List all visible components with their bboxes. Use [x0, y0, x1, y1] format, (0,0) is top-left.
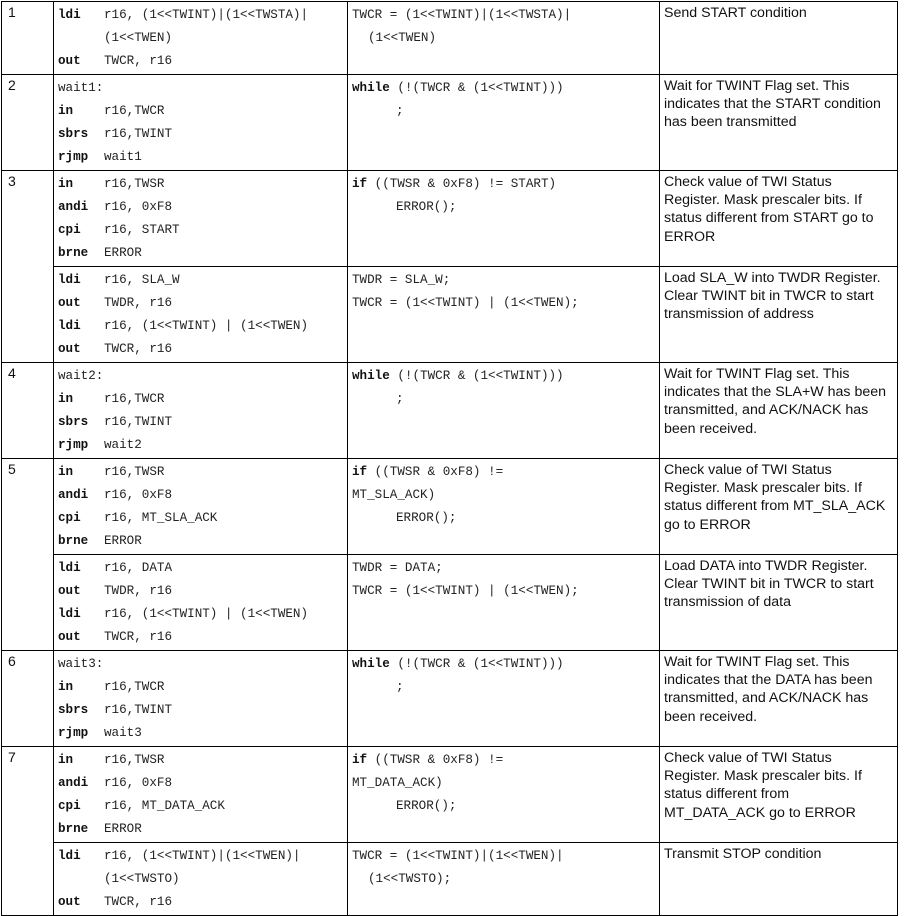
- asm-operands: r16, MT_SLA_ACK: [104, 511, 218, 525]
- c-code-cell: [348, 171, 660, 267]
- asm-mnemonic: sbrs: [58, 703, 89, 717]
- description-line: transmission of address: [664, 306, 814, 323]
- c-line: [352, 581, 659, 604]
- asm-operands: r16, (1<<TWINT)|(1<<TWEN)|: [104, 849, 301, 863]
- c-keyword: if: [352, 753, 368, 767]
- description-line: Send START condition: [664, 5, 807, 21]
- description-line: Wait for TWINT Flag set. This: [664, 366, 850, 382]
- c-text: (!(TWCR & (1<<TWINT))): [389, 81, 564, 95]
- asm-operands: r16, START: [104, 223, 180, 237]
- asm-line: [58, 869, 347, 892]
- asm-label: wait2:: [58, 369, 104, 383]
- c-line: [352, 5, 659, 28]
- asm-line: [58, 750, 347, 773]
- description-line: Load SLA_W into TWDR Register.: [664, 270, 881, 286]
- asm-mnemonic: in: [58, 104, 74, 118]
- asm-operands: wait3: [104, 726, 142, 740]
- asm-operands: r16, (1<<TWINT) | (1<<TWEN): [104, 607, 309, 621]
- c-text: ;: [396, 104, 404, 118]
- step-number-cell: [2, 2, 54, 75]
- table-row: [2, 555, 898, 651]
- asm-operands: r16,TWINT: [104, 415, 173, 429]
- assembly-code-cell: [54, 459, 348, 555]
- description-line: go to ERROR: [664, 516, 751, 533]
- step-number-cell: [2, 459, 54, 555]
- table-body: [2, 2, 898, 916]
- asm-operands: TWCR, r16: [104, 630, 173, 644]
- asm-mnemonic: brne: [58, 822, 89, 836]
- description-line: Register. Mask prescaler bits. If: [664, 192, 862, 209]
- assembly-code-cell: [54, 651, 348, 747]
- description-cell: [660, 267, 898, 363]
- asm-line: [58, 197, 347, 220]
- c-text: TWCR = (1<<TWINT) | (1<<TWEN);: [352, 584, 579, 598]
- description-line: indicates that the START condition: [664, 96, 881, 113]
- asm-mnemonic: in: [58, 465, 74, 479]
- description-line: status different from: [664, 786, 790, 803]
- description-cell: [660, 459, 898, 555]
- asm-mnemonic: out: [58, 895, 81, 909]
- asm-mnemonic: cpi: [58, 799, 81, 813]
- asm-operands: TWDR, r16: [104, 296, 173, 310]
- asm-mnemonic: rjmp: [58, 150, 89, 164]
- asm-mnemonic: in: [58, 680, 74, 694]
- c-text: (!(TWCR & (1<<TWINT))): [389, 369, 564, 383]
- asm-line: [58, 339, 347, 362]
- c-text: ((TWSR & 0xF8) !=: [367, 753, 504, 767]
- description-line: Check value of TWI Status: [664, 750, 832, 766]
- description-line: Wait for TWINT Flag set. This: [664, 654, 850, 670]
- asm-operands: (1<<TWEN): [104, 31, 173, 45]
- asm-line: [58, 435, 347, 458]
- c-line: [352, 677, 659, 700]
- asm-line: [58, 654, 347, 677]
- description-line: Check value of TWI Status: [664, 462, 832, 478]
- asm-operands: ERROR: [104, 246, 142, 260]
- description-cell: [660, 747, 898, 843]
- asm-line: [58, 819, 347, 842]
- asm-line: [58, 28, 347, 51]
- c-line: [352, 558, 659, 581]
- asm-line: [58, 174, 347, 197]
- c-line: [352, 28, 659, 51]
- asm-mnemonic: ldi: [58, 607, 81, 621]
- c-line: [352, 174, 659, 197]
- asm-line: [58, 147, 347, 170]
- asm-mnemonic: andi: [58, 488, 89, 502]
- description-line: Wait for TWINT Flag set. This: [664, 78, 850, 94]
- asm-line: [58, 5, 347, 28]
- description-line: Load DATA into TWDR Register.: [664, 558, 868, 574]
- step-number-cell: [2, 171, 54, 267]
- c-code-cell: [348, 363, 660, 459]
- table-row: [2, 75, 898, 171]
- c-text: TWCR = (1<<TWINT) | (1<<TWEN);: [352, 296, 579, 310]
- asm-operands: r16, (1<<TWINT) | (1<<TWEN): [104, 319, 309, 333]
- step-number-cell: [2, 651, 54, 747]
- table-row: [2, 363, 898, 459]
- asm-line: [58, 293, 347, 316]
- c-text: ERROR();: [396, 799, 457, 813]
- c-code-cell: [348, 843, 660, 916]
- description-cell: [660, 75, 898, 171]
- table-row: [2, 171, 898, 267]
- description-line: indicates that the SLA+W has been: [664, 384, 887, 401]
- description-cell: [660, 363, 898, 459]
- asm-mnemonic: rjmp: [58, 438, 89, 452]
- asm-line: [58, 700, 347, 723]
- asm-mnemonic: ldi: [58, 849, 81, 863]
- table-row: [2, 651, 898, 747]
- asm-operands: r16, MT_DATA_ACK: [104, 799, 225, 813]
- asm-mnemonic: in: [58, 753, 74, 767]
- description-cell: [660, 2, 898, 75]
- step-number: 2: [8, 77, 16, 93]
- c-text: (1<<TWEN): [368, 31, 437, 45]
- description-line: Register. Mask prescaler bits. If: [664, 480, 862, 497]
- asm-mnemonic: sbrs: [58, 127, 89, 141]
- asm-mnemonic: out: [58, 584, 81, 598]
- asm-operands: ERROR: [104, 534, 142, 548]
- c-line: [352, 750, 659, 773]
- asm-mnemonic: ldi: [58, 561, 81, 575]
- c-code-cell: [348, 75, 660, 171]
- c-line: [352, 508, 659, 531]
- asm-mnemonic: brne: [58, 534, 89, 548]
- description-line: been received.: [664, 708, 758, 725]
- asm-mnemonic: in: [58, 177, 74, 191]
- asm-operands: ERROR: [104, 822, 142, 836]
- asm-line: [58, 101, 347, 124]
- c-keyword: if: [352, 177, 368, 191]
- asm-line: [58, 462, 347, 485]
- asm-operands: TWCR, r16: [104, 895, 173, 909]
- asm-operands: r16,TWINT: [104, 703, 173, 717]
- step-number-cell: [2, 747, 54, 843]
- asm-line: [58, 604, 347, 627]
- asm-line: [58, 220, 347, 243]
- asm-line: [58, 270, 347, 293]
- asm-label: wait3:: [58, 657, 104, 671]
- description-cell: [660, 651, 898, 747]
- c-line: [352, 796, 659, 819]
- c-line: [352, 366, 659, 389]
- c-text: ((TWSR & 0xF8) != START): [367, 177, 557, 191]
- asm-mnemonic: out: [58, 54, 81, 68]
- asm-line: [58, 366, 347, 389]
- description-line: been received.: [664, 420, 758, 437]
- c-text: ;: [396, 392, 404, 406]
- asm-line: [58, 508, 347, 531]
- asm-line: [58, 243, 347, 266]
- c-code-cell: [348, 267, 660, 363]
- description-cell: [660, 171, 898, 267]
- asm-operands: r16, (1<<TWINT)|(1<<TWSTA)|: [104, 8, 309, 22]
- asm-line: [58, 892, 347, 915]
- c-line: [352, 773, 659, 796]
- c-text: TWDR = SLA_W;: [352, 273, 451, 287]
- description-line: transmitted, and ACK/NACK has: [664, 402, 869, 419]
- asm-operands: r16, 0xF8: [104, 488, 173, 502]
- c-keyword: if: [352, 465, 368, 479]
- assembly-code-cell: [54, 2, 348, 75]
- assembly-code-cell: [54, 747, 348, 843]
- c-text: TWCR = (1<<TWINT)|(1<<TWEN)|: [352, 849, 564, 863]
- asm-operands: r16, 0xF8: [104, 200, 173, 214]
- description-line: indicates that the DATA has been: [664, 672, 873, 689]
- asm-operands: r16,TWSR: [104, 753, 165, 767]
- asm-operands: r16,TWSR: [104, 177, 165, 191]
- asm-operands: r16,TWCR: [104, 680, 165, 694]
- c-code-cell: [348, 555, 660, 651]
- c-keyword: while: [352, 369, 390, 383]
- c-code-cell: [348, 459, 660, 555]
- step-number: 4: [8, 365, 16, 381]
- asm-mnemonic: in: [58, 392, 74, 406]
- asm-operands: TWCR, r16: [104, 54, 173, 68]
- step-number: 7: [8, 749, 16, 765]
- c-line: [352, 654, 659, 677]
- asm-mnemonic: ldi: [58, 319, 81, 333]
- c-line: [352, 485, 659, 508]
- description-cell: [660, 843, 898, 916]
- asm-label: wait1:: [58, 81, 104, 95]
- step-number-cell: [2, 267, 54, 363]
- c-code-cell: [348, 2, 660, 75]
- asm-line: [58, 51, 347, 74]
- asm-operands: r16, 0xF8: [104, 776, 173, 790]
- c-keyword: while: [352, 657, 390, 671]
- asm-operands: wait2: [104, 438, 142, 452]
- c-text: MT_SLA_ACK): [352, 488, 436, 502]
- table-row: [2, 267, 898, 363]
- description-line: status different from MT_SLA_ACK: [664, 498, 886, 515]
- asm-operands: r16,TWCR: [104, 392, 165, 406]
- asm-mnemonic: ldi: [58, 273, 81, 287]
- asm-operands: wait1: [104, 150, 142, 164]
- asm-operands: r16, SLA_W: [104, 273, 180, 287]
- assembly-code-cell: [54, 363, 348, 459]
- assembly-code-cell: [54, 555, 348, 651]
- c-text: ;: [396, 680, 404, 694]
- asm-mnemonic: cpi: [58, 511, 81, 525]
- c-text: ERROR();: [396, 511, 457, 525]
- asm-mnemonic: ldi: [58, 8, 81, 22]
- description-line: Register. Mask prescaler bits. If: [664, 768, 862, 785]
- asm-operands: TWDR, r16: [104, 584, 173, 598]
- c-text: (1<<TWSTO);: [368, 872, 452, 886]
- c-code-cell: [348, 651, 660, 747]
- description-line: MT_DATA_ACK go to ERROR: [664, 804, 856, 821]
- description-line: has been transmitted: [664, 114, 797, 131]
- asm-line: [58, 581, 347, 604]
- asm-operands: r16,TWCR: [104, 104, 165, 118]
- asm-operands: r16,TWINT: [104, 127, 173, 141]
- asm-line: [58, 773, 347, 796]
- table-row: [2, 843, 898, 916]
- c-line: [352, 389, 659, 412]
- step-number-cell: [2, 555, 54, 651]
- asm-line: [58, 124, 347, 147]
- asm-line: [58, 677, 347, 700]
- asm-mnemonic: andi: [58, 776, 89, 790]
- assembly-code-cell: [54, 267, 348, 363]
- asm-line: [58, 412, 347, 435]
- asm-mnemonic: sbrs: [58, 415, 89, 429]
- assembly-code-cell: [54, 171, 348, 267]
- c-line: [352, 78, 659, 101]
- assembly-code-cell: [54, 75, 348, 171]
- c-line: [352, 293, 659, 316]
- c-line: [352, 101, 659, 124]
- asm-operands: (1<<TWSTO): [104, 872, 180, 886]
- asm-mnemonic: out: [58, 296, 81, 310]
- description-line: status different from START go to: [664, 210, 874, 227]
- asm-line: [58, 316, 347, 339]
- asm-mnemonic: andi: [58, 200, 89, 214]
- step-number: 3: [8, 173, 16, 189]
- step-number-cell: [2, 843, 54, 916]
- asm-line: [58, 78, 347, 101]
- c-text: TWCR = (1<<TWINT)|(1<<TWSTA)|: [352, 8, 572, 22]
- twi-code-table: [1, 1, 898, 916]
- c-text: (!(TWCR & (1<<TWINT))): [389, 657, 564, 671]
- step-number: 5: [8, 461, 16, 477]
- step-number-cell: [2, 363, 54, 459]
- c-text: MT_DATA_ACK): [352, 776, 443, 790]
- asm-mnemonic: rjmp: [58, 726, 89, 740]
- description-cell: [660, 555, 898, 651]
- c-text: TWDR = DATA;: [352, 561, 443, 575]
- asm-mnemonic: cpi: [58, 223, 81, 237]
- asm-line: [58, 485, 347, 508]
- asm-line: [58, 558, 347, 581]
- step-number-cell: [2, 75, 54, 171]
- asm-line: [58, 723, 347, 746]
- step-number: 1: [8, 4, 16, 20]
- table-row: [2, 2, 898, 75]
- asm-mnemonic: out: [58, 630, 81, 644]
- asm-operands: r16,TWSR: [104, 465, 165, 479]
- table-row: [2, 459, 898, 555]
- description-line: ERROR: [664, 228, 716, 245]
- description-line: transmission of data: [664, 594, 791, 611]
- table-row: [2, 747, 898, 843]
- c-text: ERROR();: [396, 200, 457, 214]
- asm-line: [58, 389, 347, 412]
- c-line: [352, 197, 659, 220]
- assembly-code-cell: [54, 843, 348, 916]
- asm-mnemonic: brne: [58, 246, 89, 260]
- asm-line: [58, 531, 347, 554]
- asm-operands: r16, DATA: [104, 561, 173, 575]
- description-line: Check value of TWI Status: [664, 174, 832, 190]
- c-keyword: while: [352, 81, 390, 95]
- c-line: [352, 270, 659, 293]
- description-line: Clear TWINT bit in TWCR to start: [664, 576, 874, 593]
- c-line: [352, 869, 659, 892]
- asm-operands: TWCR, r16: [104, 342, 173, 356]
- asm-line: [58, 796, 347, 819]
- asm-mnemonic: out: [58, 342, 81, 356]
- asm-line: [58, 627, 347, 650]
- c-line: [352, 462, 659, 485]
- step-number: 6: [8, 653, 16, 669]
- description-line: transmitted, and ACK/NACK has: [664, 690, 869, 707]
- c-code-cell: [348, 747, 660, 843]
- c-text: ((TWSR & 0xF8) !=: [367, 465, 504, 479]
- description-line: Transmit STOP condition: [664, 846, 822, 862]
- description-line: Clear TWINT bit in TWCR to start: [664, 288, 874, 305]
